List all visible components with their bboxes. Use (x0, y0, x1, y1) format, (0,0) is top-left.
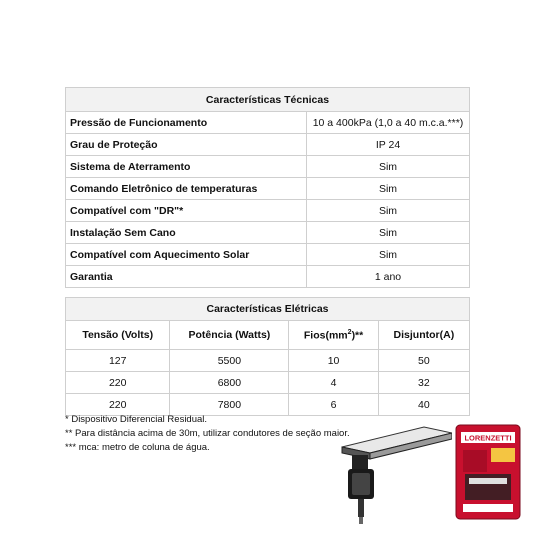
column-header-disjuntor: Disjuntor(A) (378, 321, 469, 350)
footnote: * Dispositivo Diferencial Residual. (65, 414, 208, 425)
table-row (66, 372, 470, 394)
table-header-row (66, 321, 470, 350)
spec-value: Sim (307, 178, 470, 200)
cell-tensao: 220 (66, 372, 170, 394)
table-row (66, 134, 470, 156)
technical-specs-title: Características Técnicas (66, 88, 470, 112)
shower-product-image (340, 425, 452, 525)
electrical-specs-table (65, 297, 470, 416)
spec-value: 1 ano (307, 266, 470, 288)
footnote: ** Para distância acima de 30m, utilizar condutores de seção maior. (65, 428, 350, 439)
cell-tensao: 127 (66, 350, 170, 372)
table-row (66, 112, 470, 134)
cell-disjuntor: 50 (378, 350, 469, 372)
spec-value: Sim (307, 156, 470, 178)
spec-value: IP 24 (307, 134, 470, 156)
table-row (66, 222, 470, 244)
cell-disjuntor: 32 (378, 372, 469, 394)
spec-label: Garantia (66, 266, 307, 288)
spec-label: Grau de Proteção (66, 134, 307, 156)
fios-header-text: Fios(mm (303, 329, 348, 342)
table-row (66, 244, 470, 266)
spec-label: Compatível com Aquecimento Solar (66, 244, 307, 266)
cell-fios: 4 (289, 372, 378, 394)
product-box-image (455, 424, 521, 520)
technical-specs-table (65, 87, 470, 288)
table-row (66, 200, 470, 222)
cell-disjuntor: 40 (378, 394, 469, 416)
table-row (66, 350, 470, 372)
spec-value: Sim (307, 200, 470, 222)
spec-value: 10 a 400kPa (1,0 a 40 m.c.a.***) (307, 112, 470, 134)
cell-fios: 6 (289, 394, 378, 416)
spec-label: Compatível com "DR"* (66, 200, 307, 222)
cell-potencia: 6800 (170, 372, 289, 394)
product-box-brand: LORENZETTI (464, 433, 512, 443)
footnotes (65, 413, 350, 455)
table-row (66, 156, 470, 178)
cell-tensao: 220 (66, 394, 170, 416)
spec-value: Sim (307, 222, 470, 244)
cell-potencia: 5500 (170, 350, 289, 372)
spec-label: Comando Eletrônico de temperaturas (66, 178, 307, 200)
spec-value: Sim (307, 244, 470, 266)
column-header-potencia: Potência (Watts) (170, 321, 289, 350)
table-row (66, 178, 470, 200)
footnote: *** mca: metro de coluna de água. (65, 442, 210, 453)
fios-header-suffix: )** (351, 329, 364, 342)
column-header-tensao: Tensão (Volts) (66, 321, 170, 350)
cell-potencia: 7800 (170, 394, 289, 416)
column-header-fios (289, 321, 378, 350)
spec-label: Instalação Sem Cano (66, 222, 307, 244)
fios-header-superscript: 2 (347, 328, 352, 336)
table-row (66, 266, 470, 288)
cell-fios: 10 (289, 350, 378, 372)
spec-label: Sistema de Aterramento (66, 156, 307, 178)
spec-label: Pressão de Funcionamento (66, 112, 307, 134)
electrical-specs-title: Características Elétricas (66, 298, 470, 321)
